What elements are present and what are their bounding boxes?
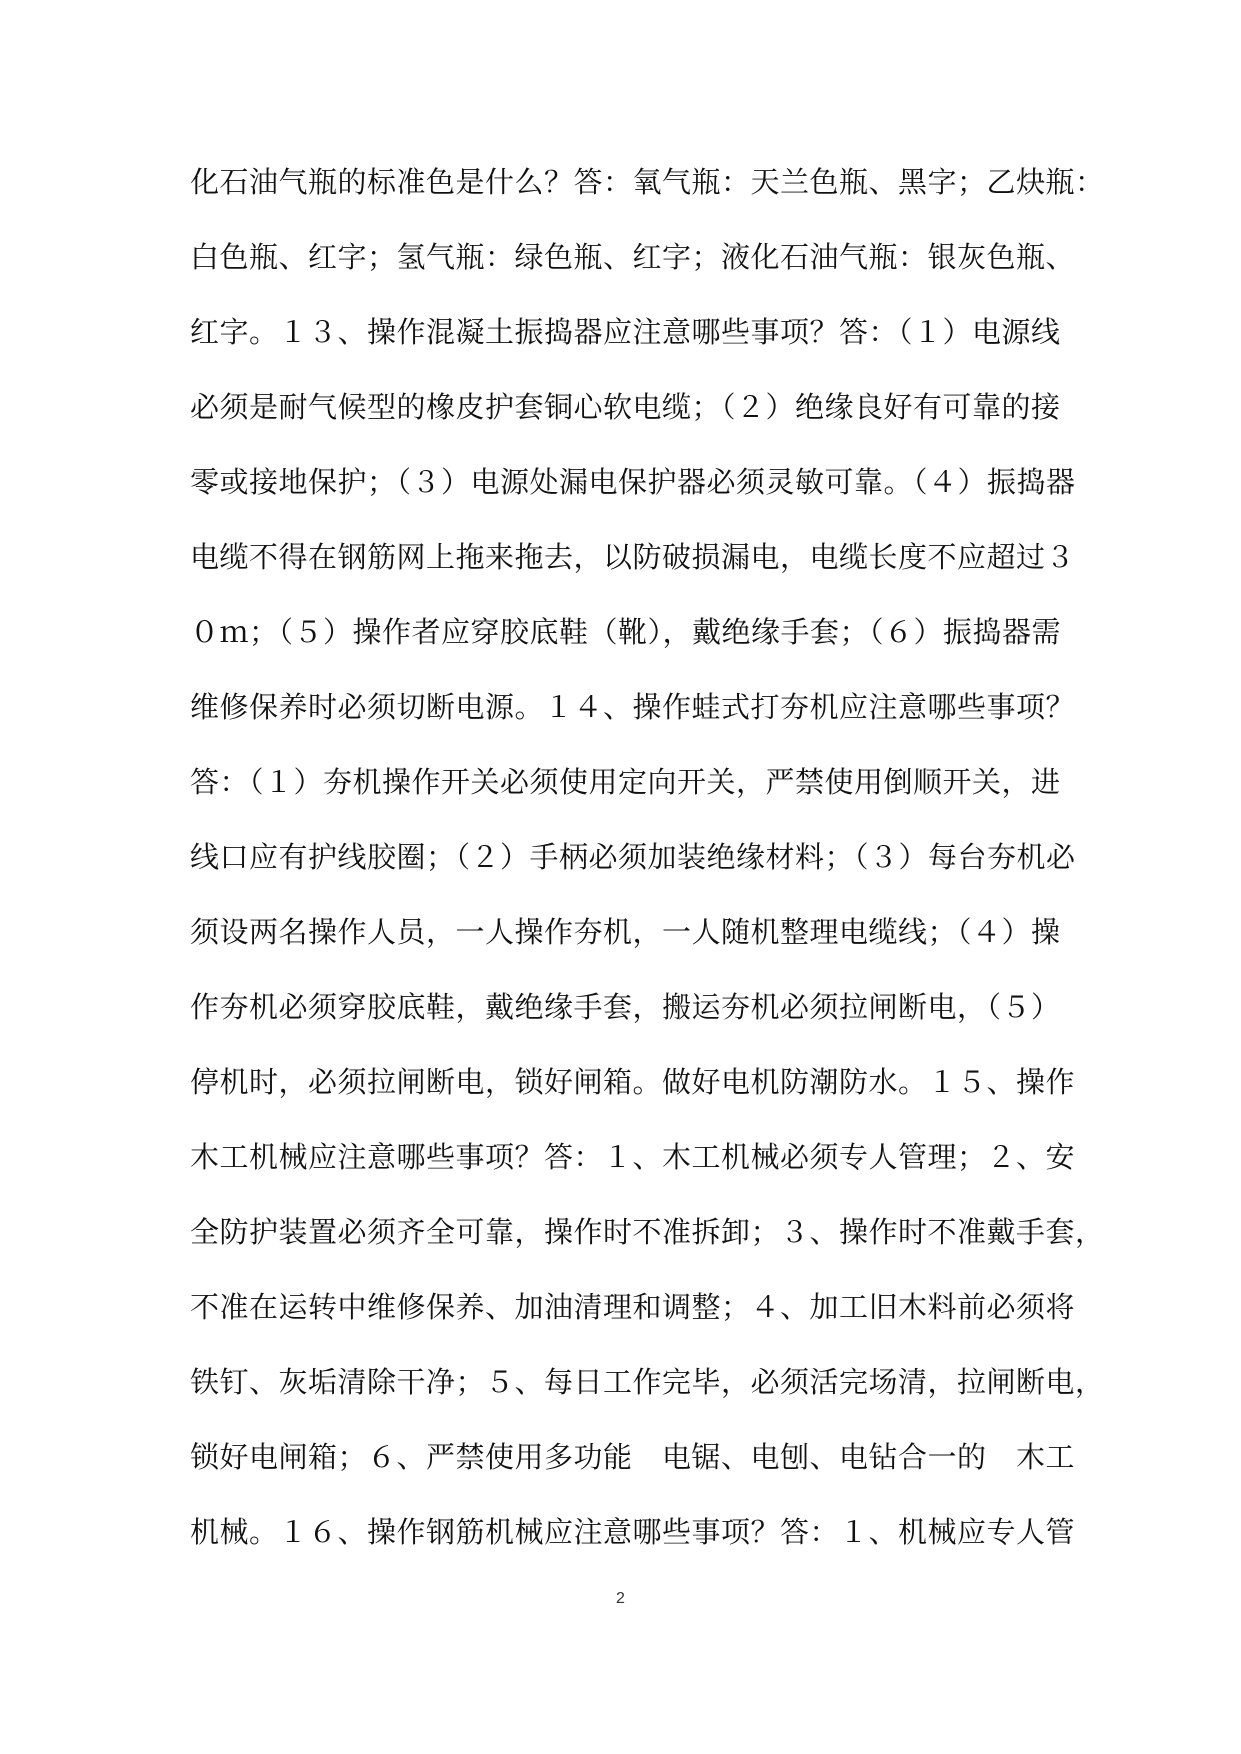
text-line: 木工机械应注意哪些事项？答：１、木工机械必须专人管理；２、安 [190, 1140, 1076, 1174]
text-line: 停机时，必须拉闸断电，锁好闸箱。做好电机防潮防水。１５、操作 [190, 1065, 1076, 1099]
body-text [190, 145, 1105, 1570]
text-line: 线口应有护线胶圈；（２）手柄必须加装绝缘材料；（３）每台夯机必 [190, 840, 1076, 874]
page-number: 2 [616, 1590, 625, 1607]
text-line: 零或接地保护；（３）电源处漏电保护器必须灵敏可靠。（４）振捣器 [190, 465, 1076, 499]
text-line: 必须是耐气候型的橡皮护套铜心软电缆；（２）绝缘良好有可靠的接 [190, 390, 1061, 424]
text-line: 铁钉、灰垢清除干净；５、每日工作完毕，必须活完场清，拉闸断电， [190, 1365, 1105, 1399]
text-line: 维修保养时必须切断电源。１４、操作蛙式打夯机应注意哪些事项？ [190, 690, 1076, 724]
text-line: 全防护装置必须齐全可靠，操作时不准拆卸；３、操作时不准戴手套， [190, 1215, 1105, 1249]
text-line: 答：（１）夯机操作开关必须使用定向开关，严禁使用倒顺开关，进 [190, 765, 1061, 799]
text-line: 白色瓶、红字；氢气瓶：绿色瓶、红字；液化石油气瓶：银灰色瓶、 [190, 240, 1076, 274]
text-line: 化石油气瓶的标准色是什么？答：氧气瓶：天兰色瓶、黑字；乙炔瓶： [190, 165, 1105, 199]
text-line: 须设两名操作人员，一人操作夯机，一人随机整理电缆线；（４）操 [190, 915, 1061, 949]
text-line: 不准在运转中维修保养、加油清理和调整；４、加工旧木料前必须将 [190, 1290, 1076, 1324]
text-line: ０ｍ；（５）操作者应穿胶底鞋（靴），戴绝缘手套；（６）振捣器需 [190, 615, 1062, 649]
text-line: 锁好电闸箱；６、严禁使用多功能 电锯、电刨、电钻合一的 木工 [190, 1440, 1076, 1474]
text-line: 作夯机必须穿胶底鞋，戴绝缘手套，搬运夯机必须拉闸断电，（５） [190, 990, 1061, 1024]
text-line: 红字。１３、操作混凝土振捣器应注意哪些事项？答：（１）电源线 [190, 315, 1061, 349]
text-line: 机械。１６、操作钢筋机械应注意哪些事项？答：１、机械应专人管 [190, 1515, 1076, 1549]
text-line: 电缆不得在钢筋网上拖来拖去，以防破损漏电，电缆长度不应超过３ [190, 540, 1076, 574]
